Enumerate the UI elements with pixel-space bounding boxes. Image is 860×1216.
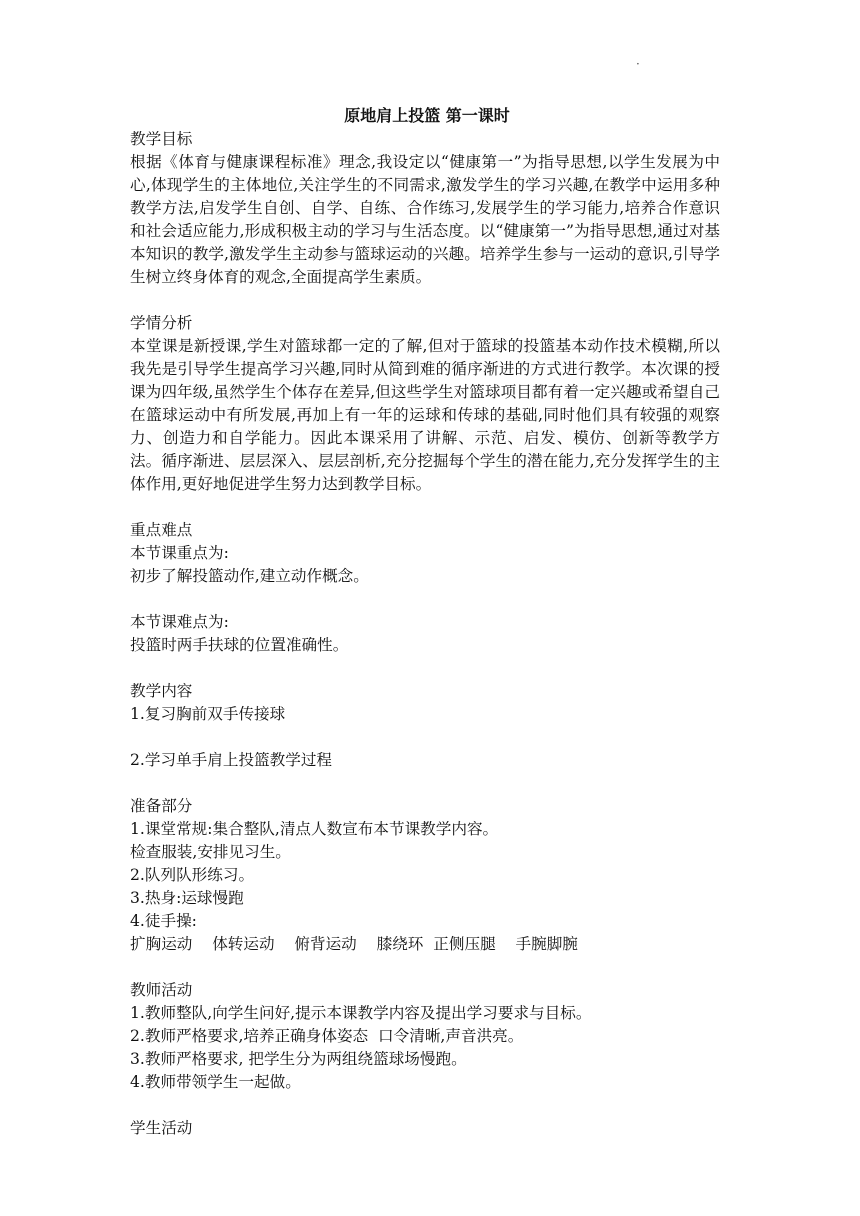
content-item-2: 2.学习单手肩上投篮教学过程 bbox=[130, 751, 333, 769]
focus-label: 本节课重点为: bbox=[130, 544, 229, 562]
document-page bbox=[130, 104, 720, 1140]
header-mark: · bbox=[636, 57, 640, 71]
content-heading: 教学内容 bbox=[130, 682, 193, 700]
key-points-heading: 重点难点 bbox=[130, 521, 193, 539]
teacher-line: 1.教师整队,向学生问好,提示本课教学内容及提出学习要求与目标。 bbox=[130, 1004, 592, 1022]
objectives-paragraph: 根据《体育与健康课程标准》理念,我设定以“健康第一”为指导思想,以学生发展为中心,体现学生的主体地位,关注学生的不同需求,激发学生的学习兴趣,在教学中运用多种教学方法,启发学生自创、自学、自练、合作练习,发展学生的学习能力,培养合作意识和社会适应能力,形成积极主动的学习与生活态度。以“健康第一”为指导思想,通过对基本知识的教学,激发学生主动参与篮球运动的兴趣。培养学生参与一运动的意识,引导学生树立终身体育的观念,全面提高学生素质。 bbox=[130, 153, 720, 286]
preparation-line: 检查服装,安排见习生。 bbox=[130, 843, 291, 861]
teacher-line: 4.教师带领学生一起做。 bbox=[130, 1073, 301, 1091]
teacher-line: 2.教师严格要求,培养正确身体姿态 口令清晰,声音洪亮。 bbox=[130, 1027, 524, 1045]
difficulty-text: 投篮时两手扶球的位置准确性。 bbox=[130, 636, 349, 654]
student-heading: 学生活动 bbox=[130, 1119, 193, 1137]
analysis-paragraph: 本堂课是新授课,学生对篮球都一定的了解,但对于篮球的投篮基本动作技术模糊,所以我先是引导学生提高学习兴趣,同时从简到难的循序渐进的方式进行教学。本次课的授课为四年级,虽然学生个体存在差异,但这些学生对篮球项目都有着一定兴趣或希望自己在篮球运动中有所发展,再加上有一年的运球和传球的基础,同时他们具有较强的观察力、创造力和自学能力。因此本课采用了讲解、示范、启发、模仿、创新等教学方法。循序渐进、层层深入、层层剖析,充分挖掘每个学生的潜在能力,充分发挥学生的主体作用,更好地促进学生努力达到教学目标。 bbox=[130, 337, 720, 493]
objectives-heading: 教学目标 bbox=[130, 130, 193, 148]
preparation-line: 4.徒手操: bbox=[130, 912, 197, 930]
content-item-1: 1.复习胸前双手传接球 bbox=[130, 705, 286, 723]
document-title: 原地肩上投篮 第一课时 bbox=[344, 106, 510, 125]
preparation-line: 1.课堂常规:集合整队,清点人数宣布本节课教学内容。 bbox=[130, 820, 499, 838]
preparation-line: 2.队列队形练习。 bbox=[130, 866, 255, 884]
preparation-line: 扩胸运动 体转运动 俯背运动 膝绕环 正侧压腿 手腕脚腕 bbox=[130, 935, 578, 953]
teacher-heading: 教师活动 bbox=[130, 981, 193, 999]
preparation-line: 3.热身:运球慢跑 bbox=[130, 889, 244, 907]
focus-text: 初步了解投篮动作,建立动作概念。 bbox=[130, 567, 369, 585]
preparation-heading: 准备部分 bbox=[130, 797, 193, 815]
teacher-line: 3.教师严格要求, 把学生分为两组绕篮球场慢跑。 bbox=[130, 1050, 467, 1068]
analysis-heading: 学情分析 bbox=[130, 314, 193, 332]
difficulty-label: 本节课难点为: bbox=[130, 613, 229, 631]
